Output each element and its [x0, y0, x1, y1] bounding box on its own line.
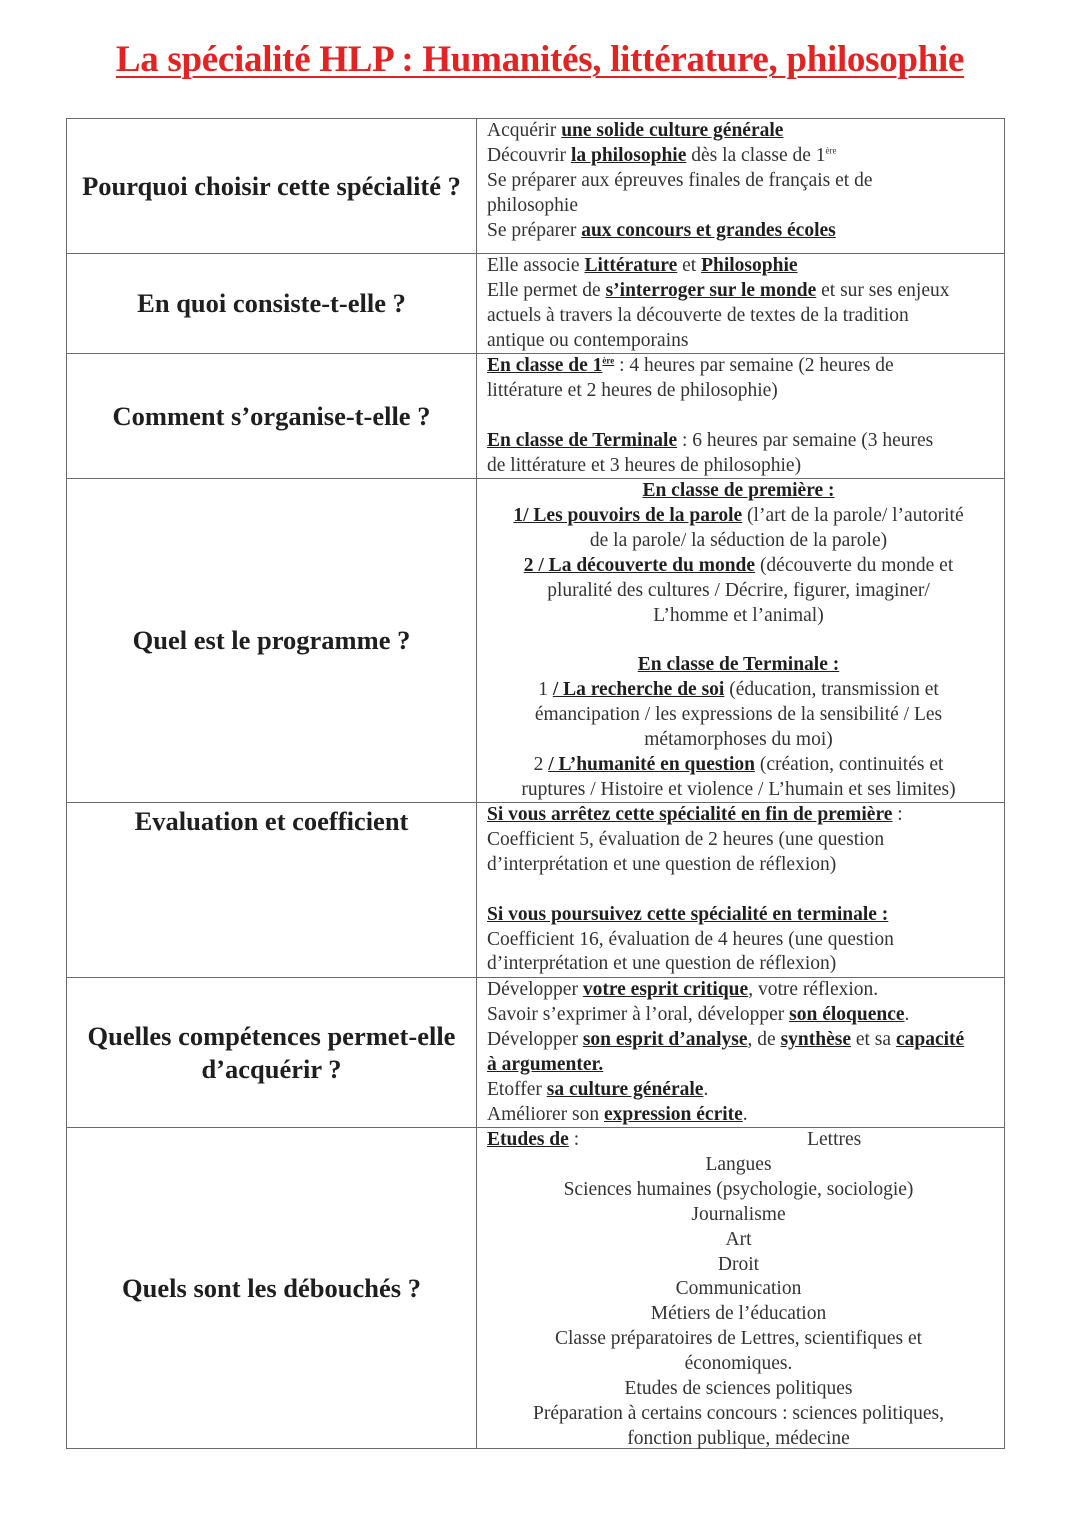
line-text: et sa [850, 1028, 896, 1050]
line-emphasis: sa culture générale [546, 1078, 704, 1100]
question-line: d’acquérir ? [201, 1053, 342, 1084]
question-what: En quoi consiste-t-elle ? [67, 254, 477, 353]
line-text: : 6 heures par semaine (3 heures [677, 429, 934, 451]
answer-what [477, 254, 1004, 353]
list-item: Droit [717, 1253, 760, 1275]
answer-line [487, 554, 990, 579]
answer-line [487, 978, 990, 1003]
line-text: Etoffer [487, 1078, 547, 1100]
line-text: , votre réflexion. [748, 979, 879, 1000]
answer-line [487, 653, 990, 678]
line-text: Découvrir [487, 144, 571, 166]
table-row-programme [67, 478, 1004, 802]
line-text: dès la classe de 1 [686, 144, 826, 166]
line-text: Elle associe [487, 255, 585, 276]
list-item: Préparation à certains concours : sciences politiques, [533, 1402, 944, 1424]
spacer [487, 628, 990, 653]
table-row-debouches [67, 1127, 1004, 1449]
answer-line [487, 119, 990, 144]
list-item: Langues [705, 1153, 772, 1175]
page-title: La spécialité HLP : Humanités, littérature, philosophie [115, 39, 965, 80]
line-emphasis: En classe de Terminale : [637, 654, 840, 676]
line-text: 1 [538, 679, 553, 701]
answer-line: actuels à travers la découverte de textes de la tradition [487, 304, 909, 326]
line-emphasis: votre esprit critique [582, 979, 749, 1000]
line-text: et [677, 255, 702, 276]
answer-line [487, 429, 990, 454]
list-item: Art [725, 1228, 752, 1250]
line-text: (création, continuités et [754, 753, 944, 775]
answer-line [487, 1078, 990, 1103]
answer-line: Coefficient 5, évaluation de 2 heures (une question [487, 828, 885, 850]
question-debouches: Quels sont les débouchés ? [67, 1128, 477, 1449]
line-text: et sur ses enjeux [816, 279, 950, 301]
answer-line [487, 354, 990, 379]
answer-organisation [477, 354, 1004, 478]
line-text: , de [747, 1028, 781, 1050]
answer-line [487, 279, 990, 304]
list-item: économiques. [684, 1353, 793, 1375]
list-item: Sciences humaines (psychologie, sociologie) [563, 1178, 914, 1200]
line-text: Savoir s’exprimer à l’oral, développer [487, 1003, 790, 1025]
list-item: Journalisme [691, 1203, 786, 1225]
answer-line: d’interprétation et une question de réflexion) [487, 953, 837, 975]
line-text: Développer [487, 979, 583, 1000]
line-emphasis: / L’humanité en question [548, 753, 755, 775]
line-emphasis: expression écrite [603, 1103, 743, 1125]
question-line: Quelles compétences permet-elle [87, 1020, 456, 1051]
line-emphasis: son esprit d’analyse [582, 1028, 748, 1050]
line-text: : 4 heures par semaine (2 heures de [614, 355, 894, 376]
answer-line [487, 219, 990, 244]
answer-line [487, 1103, 990, 1128]
answer-debouches [477, 1128, 1004, 1449]
list-item: Métiers de l’éducation [650, 1303, 827, 1325]
line-text: Améliorer son [487, 1103, 604, 1125]
answer-line: Coefficient 16, évaluation de 4 heures (une question [487, 928, 894, 950]
answer-line [487, 254, 990, 279]
answer-competences [477, 978, 1004, 1127]
line-text: : [892, 804, 903, 825]
answer-line: émancipation / les expressions de la sensibilité / Les [534, 704, 943, 726]
superscript: ère [602, 355, 615, 366]
answer-line [487, 678, 990, 703]
answer-line [487, 803, 990, 828]
answer-why [477, 119, 1004, 253]
answer-line [487, 1128, 990, 1153]
line-text: Développer [487, 1028, 583, 1050]
answer-line [487, 1028, 990, 1053]
answer-line: pluralité des cultures / Décrire, figurer, imaginer/ [547, 579, 930, 601]
line-emphasis: à argumenter. [487, 1053, 604, 1075]
line-text: 2 [533, 753, 549, 775]
line-text: : [568, 1129, 580, 1150]
answer-line [487, 1053, 990, 1078]
answer-evaluation [477, 803, 1004, 977]
line-text: Se préparer [487, 219, 582, 241]
answer-line: littérature et 2 heures de philosophie) [487, 379, 778, 401]
line-text: . [703, 1078, 709, 1100]
answer-line [487, 144, 990, 169]
question-competences [67, 978, 477, 1127]
superscript: ère [825, 145, 837, 156]
line-emphasis: Si vous poursuivez cette spécialité en terminale : [487, 903, 889, 925]
answer-line [487, 479, 990, 504]
list-item: fonction publique, médecine [627, 1427, 850, 1449]
line-emphasis: En classe de 1 [487, 355, 603, 376]
line-emphasis: 2 / La découverte du monde [523, 554, 756, 576]
hlp-table [66, 118, 1005, 1449]
answer-programme [477, 479, 1004, 802]
table-row-organisation [67, 353, 1004, 478]
line-emphasis: Si vous arrêtez cette spécialité en fin de première [487, 804, 893, 825]
answer-line [487, 903, 990, 928]
line-emphasis: 1/ Les pouvoirs de la parole [513, 504, 743, 526]
answer-line [487, 753, 990, 778]
line-emphasis: En classe de première : [642, 480, 835, 501]
answer-line: métamorphoses du moi) [644, 729, 833, 751]
list-item: Classe préparatoires de Lettres, scientifiques et [554, 1328, 923, 1350]
answer-line: de littérature et 3 heures de philosophie) [487, 454, 802, 476]
line-text: (découverte du monde et [755, 554, 954, 576]
answer-line: ruptures / Histoire et violence / L’humain et ses limites) [521, 778, 956, 800]
table-row-evaluation [67, 802, 1004, 977]
line-emphasis: une solide culture générale [561, 120, 784, 141]
spacer [487, 404, 990, 429]
table-row-what [67, 253, 1004, 353]
answer-line: L’homme et l’animal) [653, 604, 824, 626]
line-emphasis: En classe de Terminale [487, 429, 678, 451]
line-text: . [742, 1103, 748, 1125]
table-row-competences [67, 977, 1004, 1127]
line-emphasis: capacité [895, 1028, 965, 1050]
line-emphasis: aux concours et grandes écoles [581, 219, 836, 241]
answer-line: d’interprétation et une question de réflexion) [487, 853, 837, 875]
answer-line: de la parole/ la séduction de la parole) [589, 529, 888, 551]
line-text: . [904, 1003, 910, 1025]
question-programme: Quel est le programme ? [67, 479, 477, 802]
question-organisation: Comment s’organise-t-elle ? [67, 354, 477, 478]
list-item: Lettres [807, 1129, 862, 1150]
line-text: (l’art de la parole/ l’autorité [742, 504, 964, 526]
line-emphasis: s’interroger sur le monde [605, 279, 817, 301]
line-emphasis: Philosophie [701, 255, 798, 276]
table-row-why [67, 119, 1004, 253]
line-emphasis: Littérature [584, 255, 678, 276]
answer-line [487, 1003, 990, 1028]
list-item: Communication [675, 1278, 802, 1300]
list-item: Etudes de sciences politiques [624, 1378, 853, 1400]
question-why: Pourquoi choisir cette spécialité ? [67, 119, 477, 253]
answer-line [487, 504, 990, 529]
line-emphasis: Etudes de [487, 1129, 569, 1150]
line-text: (éducation, transmission et [724, 679, 939, 701]
answer-line: antique ou contemporains [487, 329, 689, 351]
line-emphasis: synthèse [780, 1028, 851, 1050]
question-evaluation: Evaluation et coefficient [67, 803, 477, 977]
answer-line: philosophie [487, 194, 578, 216]
line-text: Acquérir [487, 120, 562, 141]
line-emphasis: la philosophie [570, 144, 687, 166]
line-emphasis: son éloquence [789, 1003, 905, 1025]
answer-line: Se préparer aux épreuves finales de français et de [487, 169, 873, 191]
line-emphasis: / La recherche de soi [552, 679, 725, 701]
line-text: Elle permet de [487, 279, 606, 301]
spacer [487, 878, 990, 903]
